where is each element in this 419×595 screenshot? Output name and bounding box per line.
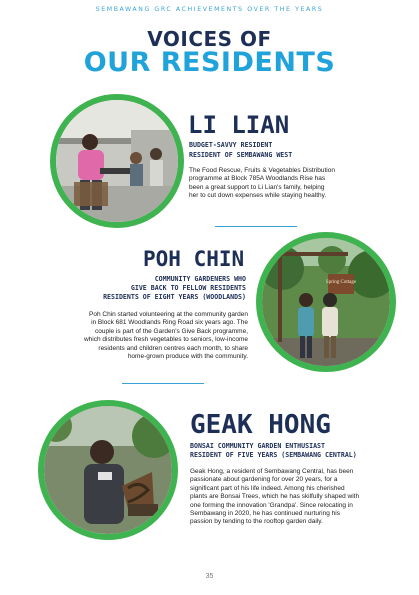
poh-chin-photo [256,232,396,372]
poh-chin-subtitle-1: COMMUNITY GARDENERS WHO [154,275,246,283]
geak-hong-body-line: passion by tending to the rooftop garden daily. [190,518,323,526]
geak-hong-body-line: one forming the innovation 'Grandpa'. Since relocating in [190,501,353,509]
geak-hong-body-line: Sembawang in 2020, he has continued nurturing his [190,510,340,518]
title-line-1: VOICES OF [147,27,272,51]
divider-1 [215,226,297,227]
resident-name-poh-chin: POH CHIN [143,247,245,271]
page-header: SEMBAWANG GRC ACHIEVEMENTS OVER THE YEARS [95,6,324,13]
geak-hong-body [190,468,404,527]
poh-chin-subtitle-3: RESIDENTS OF EIGHT YEARS (WOODLANDS) [103,293,246,301]
spring-cottage-sign: Spring Cottage [325,280,357,285]
li-lian-subtitle-1: BUDGET-SAVVY RESIDENT [189,141,273,149]
li-lian-body-line: programme at Block 785A Woodlands Rise has [189,175,326,183]
resident-name-geak-hong: GEAK HONG [190,410,331,440]
geak-hong-subtitle-2: RESIDENT OF FIVE YEARS (SEMBAWANG CENTRAL) [190,451,357,459]
divider-2 [122,383,204,384]
poh-chin-body-line: residents and children centres each month, to share [98,344,248,352]
resident-name-li-lian: LI LIAN [188,111,290,139]
poh-chin-body-line: in Block 681 Woodlands Ring Road six years ago. The [91,319,248,327]
poh-chin-body-line: Poh Chin started volunteering at the community garden [89,311,248,318]
geak-hong-body-line: passionate about gardening for over 20 years, for a [190,476,338,484]
poh-chin-body-line: home-grown produce with the community. [127,353,248,361]
geak-hong-body-line: plants are Bonsai Trees, which he has skilfully shaped with [190,493,360,501]
li-lian-body-line: her to cut down expenses while staying healthy. [189,192,327,200]
li-lian-body-line: The Food Rescue, Fruits & Vegetables Distribution [189,167,335,174]
li-lian-body [189,167,401,201]
title-line-2: OUR RESIDENTS [83,47,336,78]
geak-hong-body-line: significant part of his life indeed. Among his cherished [190,484,345,492]
geak-hong-photo-art [44,406,172,534]
li-lian-photo-art [56,100,178,222]
geak-hong-photo [38,400,178,540]
page-number: 35 [205,573,214,580]
li-lian-body-line: been a great support to Li Lian's family, helping [189,183,325,191]
poh-chin-body [36,311,248,361]
poh-chin-body-line: which distributes fresh vegetables to seniors, low-income [83,336,248,344]
li-lian-photo [50,94,184,228]
li-lian-subtitle-2: RESIDENT OF SEMBAWANG WEST [189,151,293,159]
poh-chin-subtitle-2: GIVE BACK TO FELLOW RESIDENTS [130,284,246,292]
geak-hong-subtitle-1: BONSAI COMMUNITY GARDEN ENTHUSIAST [190,442,325,450]
geak-hong-body-line: Geak Hong, a resident of Sembawang Central, has been [190,468,354,475]
poh-chin-body-line: couple is part of the Garden's Give Back programme, [95,327,248,335]
poh-chin-photo-art [262,238,390,366]
